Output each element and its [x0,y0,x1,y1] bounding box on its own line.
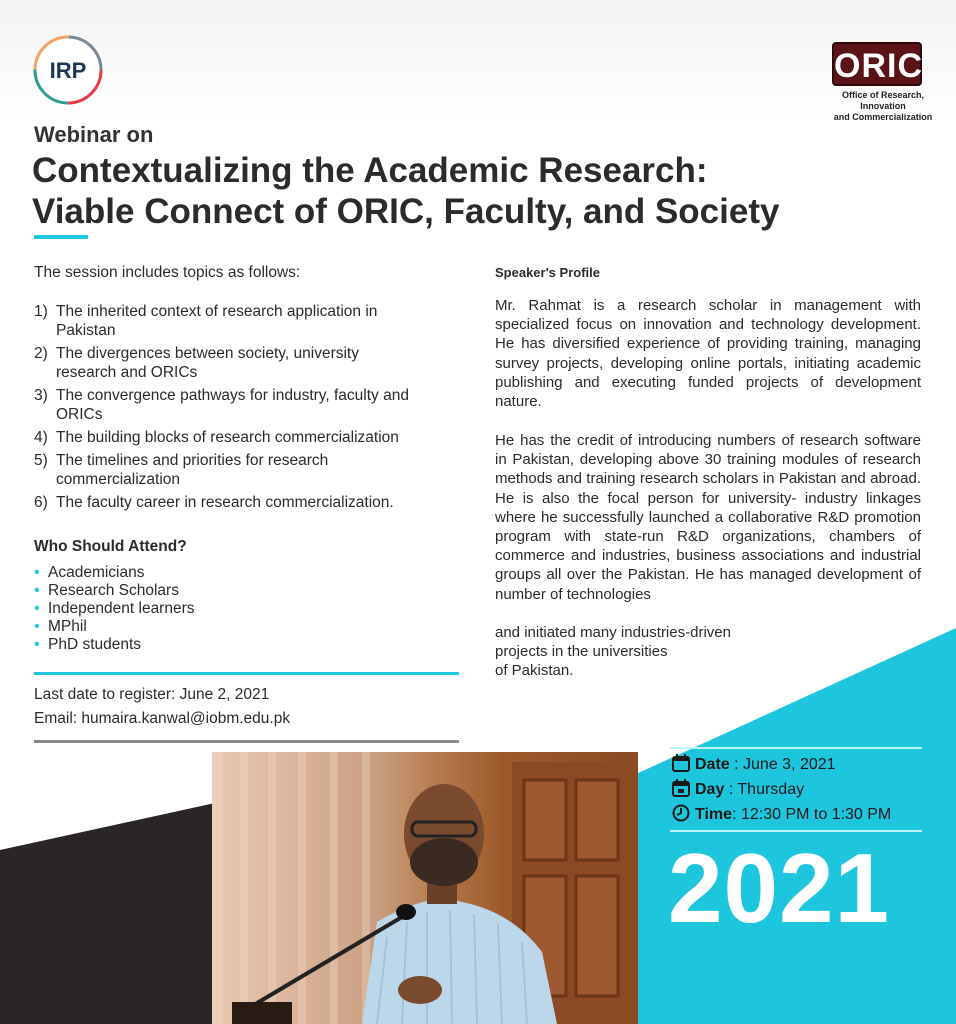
speaker-profile-heading: Speaker's Profile [495,265,600,280]
audience-list [34,564,195,654]
event-date [672,754,836,774]
topic-item: 5) The timelines and priorities for research commercialization [34,452,329,488]
webinar-title [32,150,932,232]
speaker-bio-tail-2: projects in the universities [495,643,668,660]
audience-item: • Independent learners [34,600,195,618]
event-info-divider-top [670,747,922,749]
oric-logo-mark: ORIC [832,42,922,86]
audience-item: • Academicians [34,564,195,582]
irp-logo-text: IRP [49,58,87,83]
audience-item: • MPhil [34,618,195,636]
event-date-value: : June 3, 2021 [729,756,836,773]
speaker-bio-tail-3: of Pakistan. [495,662,574,679]
topic-item: 2) The divergences between society, university research and ORICs [34,345,359,381]
calendar-day-icon [672,779,690,797]
speaker-photo [212,752,638,1024]
event-day-value: : Thursday [724,781,805,798]
title-underline [34,235,88,239]
webinar-pretitle: Webinar on [34,122,154,147]
audience-item: • Research Scholars [34,582,195,600]
speaker-bio-tail-1: and initiated many industries-driven [495,624,731,641]
audience-heading: Who Should Attend? [34,538,187,555]
audience-item: • PhD students [34,636,195,654]
event-date-label: Date [695,756,730,773]
registration-divider-bottom [34,740,459,743]
clock-icon [672,804,690,822]
registration-deadline: Last date to register: June 2, 2021 [34,686,270,703]
calendar-icon [672,754,690,772]
speaker-bio-paragraph-2: He has the credit of introducing numbers of research software in Pakistan, developing above 30 training modules of research methods and training research scholars in Pakistan and abroad. He is also the focal person for university- industry linkages where he successfully launched a collaborative R&D promotion program with state-run R&D organizations, chambers of commerce and industries, business associations and industrial groups all over the Pakistan. He has managed development of number of technologies [495,432,921,603]
session-intro: The session includes topics as follows: [34,264,301,281]
topics-list [34,302,474,516]
topic-item: 4) The building blocks of research commercialization [34,429,399,446]
title-line-1: Contextualizing the Academic Research: [32,151,708,190]
event-time-label: Time [695,806,733,823]
topic-item: 6) The faculty career in research commercialization. [34,494,394,511]
speaker-bio-paragraph-1: Mr. Rahmat is a research scholar in management with specialized focus on innovation and technology development. He has diversified experience of providing training, managing survey projects, developing online portals, initiating academic publishing and executing funded projects of development nature. [495,297,921,411]
topic-item: 1) The inherited context of research application in Pakistan [34,303,378,339]
irp-logo [32,34,104,106]
topic-item: 3) The convergence pathways for industry, faculty and ORICs [34,387,409,423]
event-time [672,804,891,824]
event-year: 2021 [668,833,891,943]
registration-email[interactable]: Email: humaira.kanwal@iobm.edu.pk [34,710,291,727]
event-day [672,779,804,799]
event-day-label: Day [695,781,725,798]
oric-logo-subtitle [808,90,944,123]
registration-divider-top [34,672,459,675]
oric-subtitle-line2: and Commercialization [833,112,933,122]
oric-subtitle-line1: Office of Research, Innovation [841,90,925,111]
title-line-2: Viable Connect of ORIC, Faculty, and Society [32,192,780,231]
event-time-value: : 12:30 PM to 1:30 PM [732,806,892,823]
oric-logo [808,42,944,122]
